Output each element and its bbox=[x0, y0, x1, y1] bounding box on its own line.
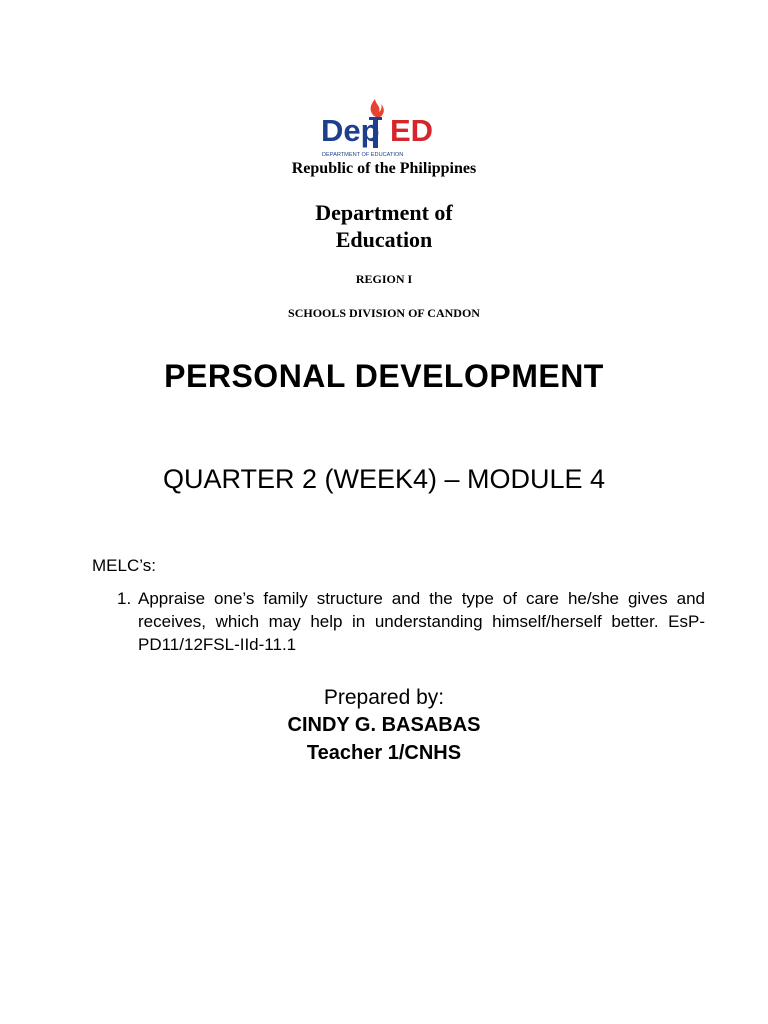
division-heading bbox=[0, 304, 768, 320]
logo-tagline: DEPARTMENT OF EDUCATION bbox=[322, 152, 404, 158]
logo-wordmark-right: ED bbox=[390, 113, 434, 148]
list-item-number: 1. bbox=[117, 589, 132, 608]
department-name: Department of Education bbox=[315, 200, 453, 252]
republic-heading: Republic of the Philippines bbox=[291, 160, 477, 177]
quarter-module-heading: QUARTER 2 (WEEK4) – MODULE 4 bbox=[162, 464, 606, 494]
melcs-label: MELC’s: bbox=[92, 556, 156, 575]
division-text: SCHOOLS DIVISION OF CANDON bbox=[288, 306, 480, 320]
list-item-text: Appraise one’s family structure and the type of care he/she gives and receives, which may help in understanding himself/herself better. EsP-PD11/12FSL-IId-11.1 bbox=[138, 589, 705, 654]
page-title: PERSONAL DEVELOPMENT bbox=[164, 358, 604, 394]
list-item bbox=[117, 587, 705, 656]
logo-wordmark-left: Dep bbox=[321, 113, 380, 148]
author-name: CINDY G. BASABAS bbox=[287, 714, 481, 736]
melc-list bbox=[117, 587, 705, 656]
prepared-by-label: Prepared by: bbox=[323, 686, 445, 709]
department-heading bbox=[0, 199, 768, 253]
deped-logo bbox=[318, 96, 448, 160]
region-heading: REGION I bbox=[355, 272, 413, 286]
author-role: Teacher 1/CNHS bbox=[306, 742, 462, 764]
